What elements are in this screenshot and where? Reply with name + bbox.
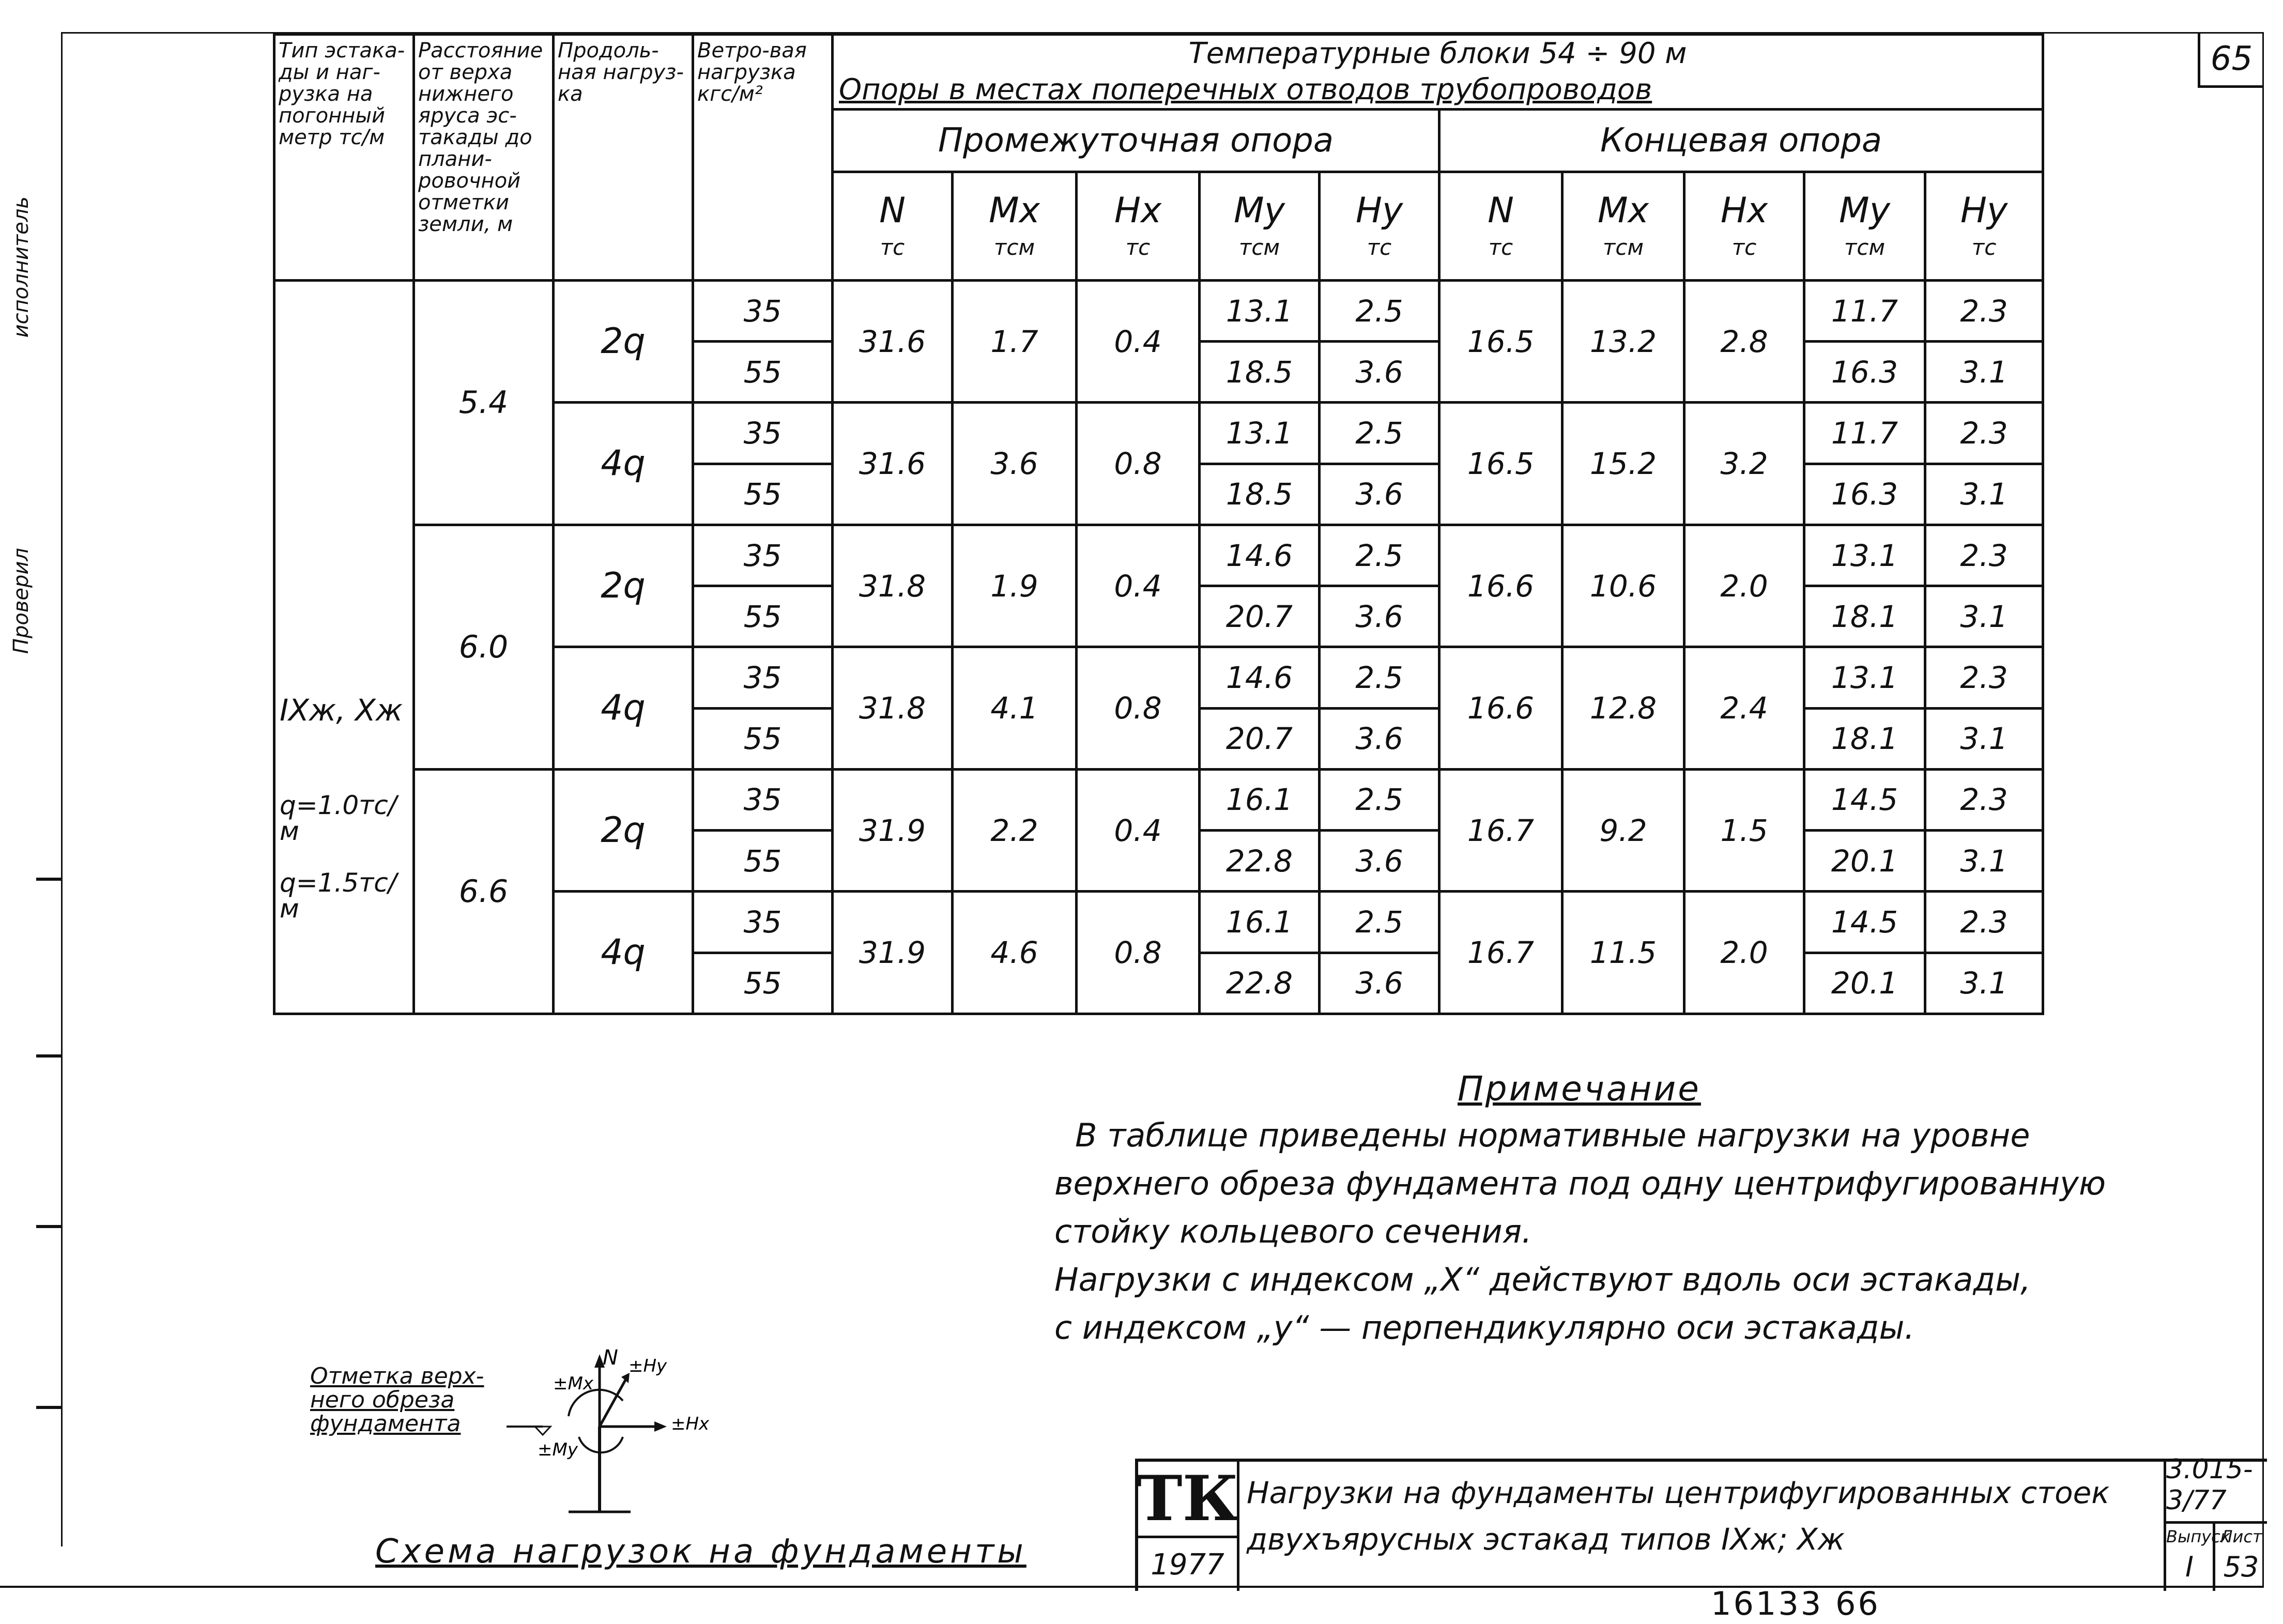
value-cell: 2.5	[1320, 280, 1439, 341]
value-cell: 16.5	[1439, 403, 1562, 525]
header-col-unit: тсм	[1238, 235, 1280, 261]
value-cell: 1.5	[1684, 769, 1804, 891]
value-cell: 13.1	[1804, 647, 1925, 708]
value-cell: 0.4	[1077, 769, 1200, 891]
header-col-unit: тс	[1971, 235, 1997, 261]
value-cell: 0.4	[1077, 280, 1200, 402]
wind-cell: 35	[693, 769, 833, 830]
height-cell: 6.0	[414, 525, 554, 769]
value-cell: 2.5	[1320, 525, 1439, 586]
header-col-unit: тс	[1488, 235, 1513, 261]
value-cell: 31.9	[833, 769, 953, 891]
value-cell: 13.1	[1200, 403, 1320, 464]
longitudinal-cell: 4q	[554, 403, 693, 525]
header-col-symbol: Mx	[1598, 190, 1649, 232]
value-cell: 20.1	[1804, 831, 1925, 892]
wind-cell: 35	[693, 525, 833, 586]
value-cell: 3.1	[1925, 464, 2043, 525]
value-cell: 2.0	[1684, 892, 1804, 1014]
header-col	[1925, 172, 2043, 280]
value-cell: 15.2	[1562, 403, 1684, 525]
stamp-sheet-value: 53	[2223, 1551, 2259, 1583]
value-cell: 9.2	[1562, 769, 1684, 891]
value-cell: 16.5	[1439, 280, 1562, 402]
value-cell: 10.6	[1562, 525, 1684, 647]
value-cell: 2.3	[1925, 647, 2043, 708]
header-col-symbol: My	[1839, 190, 1890, 232]
wind-cell: 55	[693, 953, 833, 1014]
header-col	[1804, 172, 1925, 280]
value-cell: 16.1	[1200, 769, 1320, 830]
value-cell: 22.8	[1200, 831, 1320, 892]
load-label: q=1.5тс/м	[280, 867, 397, 924]
value-cell: 31.8	[833, 525, 953, 647]
scheme-Mx-label: ±Mx	[553, 1373, 593, 1394]
header-wind: Ветро-вая нагрузка кгс/м²	[693, 35, 833, 281]
value-cell: 3.6	[1320, 586, 1439, 647]
header-col	[833, 172, 953, 280]
header-height: Расстояние от верха нижнего яруса эс-такады до плани-ровочной отметки земли, м	[414, 35, 554, 281]
table-row	[274, 280, 2043, 341]
scheme-caption: Схема нагрузок на фундаменты	[375, 1533, 1026, 1571]
value-cell: 22.8	[1200, 953, 1320, 1014]
stamp-year: 1977	[1138, 1538, 1239, 1591]
value-cell: 2.5	[1320, 647, 1439, 708]
wind-cell: 55	[693, 464, 833, 525]
value-cell: 16.3	[1804, 464, 1925, 525]
value-cell: 20.7	[1200, 586, 1320, 647]
value-cell: 3.1	[1925, 831, 2043, 892]
note-title: Примечание	[1458, 1069, 1701, 1109]
header-intermediate-support: Промежуточная опора	[833, 110, 1439, 172]
value-cell: 4.6	[953, 892, 1077, 1014]
scheme-mark-label: Отметка верх-него обреза фундамента	[310, 1363, 484, 1437]
height-cell: 5.4	[414, 280, 554, 525]
longitudinal-cell: 4q	[554, 892, 693, 1014]
table-row	[274, 769, 2043, 830]
header-col-symbol: Hx	[1114, 190, 1162, 232]
note-line: В таблице приведены нормативные нагрузки на уровне	[1075, 1116, 2030, 1154]
value-cell: 31.9	[833, 892, 953, 1014]
scheme-Hy-label: ±Hy	[629, 1356, 667, 1376]
value-cell: 2.5	[1320, 892, 1439, 953]
value-cell: 18.5	[1200, 464, 1320, 525]
value-cell: 20.1	[1804, 953, 1925, 1014]
value-cell: 11.7	[1804, 280, 1925, 341]
value-cell: 3.6	[953, 403, 1077, 525]
note-line: верхнего обреза фундамента под одну центрифугированную	[1054, 1165, 2106, 1202]
value-cell: 0.8	[1077, 892, 1200, 1014]
value-cell: 2.5	[1320, 769, 1439, 830]
value-cell: 3.1	[1925, 708, 2043, 769]
note-text	[1054, 1111, 2243, 1352]
executor-label: исполнитель	[9, 196, 33, 338]
scheme-N-label: N	[603, 1346, 618, 1370]
stamp-sheet-label: Лист	[2220, 1527, 2262, 1546]
header-col	[1684, 172, 1804, 280]
value-cell: 16.1	[1200, 892, 1320, 953]
longitudinal-cell: 2q	[554, 769, 693, 891]
value-cell: 16.7	[1439, 892, 1562, 1014]
value-cell: 14.6	[1200, 647, 1320, 708]
header-longitudinal: Продоль-ная нагруз-ка	[554, 35, 693, 281]
value-cell: 31.6	[833, 403, 953, 525]
value-cell: 2.4	[1684, 647, 1804, 769]
tk-logo: ТК	[1138, 1462, 1239, 1538]
value-cell: 2.3	[1925, 280, 2043, 341]
wind-cell: 55	[693, 708, 833, 769]
sheet-number: 65	[2198, 32, 2263, 88]
wind-cell: 55	[693, 586, 833, 647]
value-cell: 2.3	[1925, 769, 2043, 830]
header-col-symbol: N	[1488, 190, 1514, 232]
wind-cell: 35	[693, 403, 833, 464]
note-line: стойку кольцевого сечения.	[1054, 1213, 1532, 1250]
loads-table	[273, 33, 2044, 1015]
load-label: q=1.0тс/м	[280, 790, 397, 846]
type-cell	[274, 280, 414, 1014]
wind-cell: 35	[693, 892, 833, 953]
longitudinal-cell: 2q	[554, 525, 693, 647]
header-col	[1439, 172, 1562, 280]
value-cell: 16.6	[1439, 647, 1562, 769]
value-cell: 3.2	[1684, 403, 1804, 525]
header-col-symbol: My	[1234, 190, 1285, 232]
header-col	[953, 172, 1077, 280]
header-col-symbol: Hy	[1960, 190, 2008, 232]
header-col-unit: тсм	[1844, 235, 1886, 261]
header-title-line2: Опоры в местах поперечных отводов трубопроводов	[839, 73, 1652, 107]
margin-tick	[36, 878, 61, 881]
value-cell: 3.6	[1320, 708, 1439, 769]
scheme-My-label: ±My	[538, 1439, 578, 1460]
header-col-unit: тс	[1732, 235, 1757, 261]
value-cell: 3.1	[1925, 342, 2043, 403]
value-cell: 3.1	[1925, 586, 2043, 647]
stamp-title: Нагрузки на фундаменты центрифугированных стоек двухъярусных эстакад типов IXж; Xж	[1247, 1475, 2110, 1557]
value-cell: 18.1	[1804, 586, 1925, 647]
value-cell: 3.6	[1320, 342, 1439, 403]
header-type: Тип эстака-ды и наг-рузка на погонный метр тс/м	[274, 35, 414, 281]
value-cell: 3.1	[1925, 953, 2043, 1014]
header-col-symbol: Hy	[1355, 190, 1403, 232]
value-cell: 2.3	[1925, 403, 2043, 464]
stamp-code: 3.015-3/77	[2164, 1462, 2267, 1524]
margin-tick	[36, 1406, 61, 1409]
value-cell: 2.3	[1925, 892, 2043, 953]
header-title	[833, 35, 2043, 110]
value-cell: 16.3	[1804, 342, 1925, 403]
value-cell: 1.9	[953, 525, 1077, 647]
margin-tick	[36, 1054, 61, 1058]
type-label: IXж, Xж	[280, 692, 403, 728]
value-cell: 3.6	[1320, 831, 1439, 892]
header-col	[1200, 172, 1320, 280]
height-cell: 6.6	[414, 769, 554, 1014]
value-cell: 0.4	[1077, 525, 1200, 647]
scheme-Hx-label: ±Hx	[671, 1414, 710, 1434]
value-cell: 3.6	[1320, 464, 1439, 525]
value-cell: 2.3	[1925, 525, 2043, 586]
note-line: с индексом „y“ — перпендикулярно оси эстакады.	[1054, 1309, 1915, 1346]
value-cell: 31.8	[833, 647, 953, 769]
wind-cell: 55	[693, 342, 833, 403]
wind-cell: 35	[693, 280, 833, 341]
header-col-symbol: N	[879, 190, 906, 232]
value-cell: 16.7	[1439, 769, 1562, 891]
value-cell: 18.5	[1200, 342, 1320, 403]
checked-by-label: Проверил	[9, 548, 33, 654]
value-cell: 20.7	[1200, 708, 1320, 769]
side-labels	[9, 176, 66, 796]
header-col-unit: тс	[1125, 235, 1151, 261]
value-cell: 14.5	[1804, 892, 1925, 953]
stamp-issue	[2164, 1524, 2230, 1591]
frame-right-line	[2262, 32, 2264, 1588]
value-cell: 16.6	[1439, 525, 1562, 647]
value-cell: 4.1	[953, 647, 1077, 769]
stamp-issue-label: Выпуск	[2166, 1527, 2230, 1546]
archive-number: 16133 66	[1711, 1585, 1880, 1622]
value-cell: 2.0	[1684, 525, 1804, 647]
header-col-unit: тсм	[993, 235, 1035, 261]
value-cell: 2.8	[1684, 280, 1804, 402]
value-cell: 31.6	[833, 280, 953, 402]
longitudinal-cell: 2q	[554, 280, 693, 402]
header-col-unit: тс	[1367, 235, 1392, 261]
value-cell: 18.1	[1804, 708, 1925, 769]
note-line: Нагрузки с индексом „X“ действуют вдоль оси эстакады,	[1054, 1261, 2031, 1298]
header-col	[1320, 172, 1439, 280]
value-cell: 14.5	[1804, 769, 1925, 830]
value-cell: 0.8	[1077, 403, 1200, 525]
header-col-symbol: Mx	[989, 190, 1040, 232]
value-cell: 3.6	[1320, 953, 1439, 1014]
value-cell: 11.5	[1562, 892, 1684, 1014]
value-cell: 12.8	[1562, 647, 1684, 769]
value-cell: 0.8	[1077, 647, 1200, 769]
header-title-line1: Температурные блоки 54 ÷ 90 м	[1188, 37, 1687, 71]
header-end-support: Концевая опора	[1439, 110, 2043, 172]
header-col-unit: тсм	[1602, 235, 1644, 261]
wind-cell: 55	[693, 831, 833, 892]
header-col	[1562, 172, 1684, 280]
value-cell: 2.2	[953, 769, 1077, 891]
value-cell: 13.1	[1200, 280, 1320, 341]
value-cell: 11.7	[1804, 403, 1925, 464]
header-col	[1077, 172, 1200, 280]
stamp-sheet	[2215, 1524, 2267, 1591]
value-cell: 2.5	[1320, 403, 1439, 464]
table-row	[274, 525, 2043, 586]
longitudinal-cell: 4q	[554, 647, 693, 769]
value-cell: 13.2	[1562, 280, 1684, 402]
title-block	[1135, 1454, 2267, 1591]
margin-tick	[36, 1225, 61, 1228]
value-cell: 1.7	[953, 280, 1077, 402]
header-col-symbol: Hx	[1720, 190, 1768, 232]
value-cell: 13.1	[1804, 525, 1925, 586]
load-scheme-diagram	[507, 1334, 765, 1530]
wind-cell: 35	[693, 647, 833, 708]
stamp-issue-value: I	[2185, 1551, 2194, 1583]
value-cell: 14.6	[1200, 525, 1320, 586]
header-col-unit: тс	[880, 235, 905, 261]
